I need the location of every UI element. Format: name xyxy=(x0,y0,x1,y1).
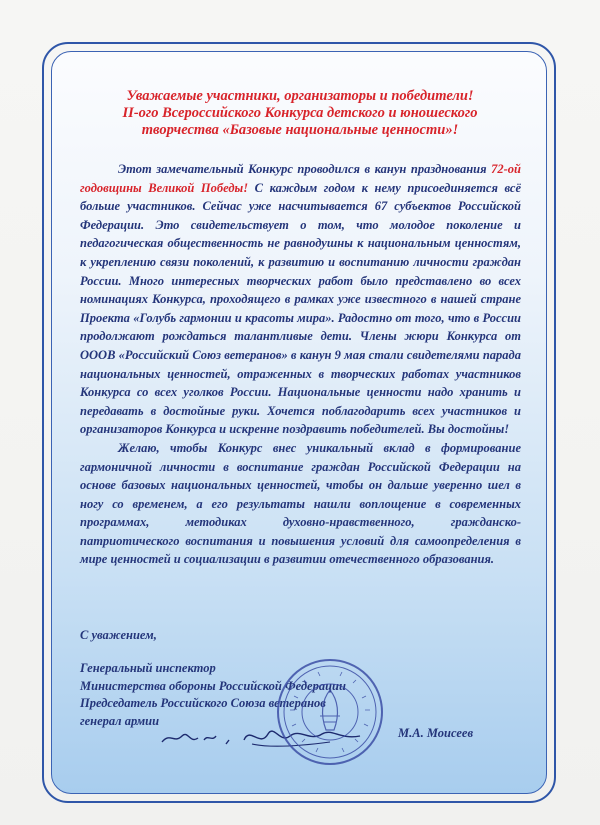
closing-salutation: С уважением, xyxy=(80,628,157,642)
paragraph-1-intro: Этот замечательный Конкурс проводился в канун празднования xyxy=(118,162,487,176)
letter-heading xyxy=(60,88,540,139)
signatory-title-1: Генеральный инспектор xyxy=(80,661,216,675)
body-paragraph-2: Желаю, чтобы Конкурс внес уникальный вклад в формирование гармоничной личности в воспитание граждан Российской Федерации на основе базовых национальных ценностей, чтобы он дальше уверенно шел в ногу со временем, а его результаты нашли воплощение в современных программах, методиках духовно-нравственного, гражданско-патриотического воспитания и повышения условий для самоопределения в мире ценностей и социализации в развитии отечественного образования. xyxy=(80,440,521,567)
body-paragraph-1 xyxy=(80,160,521,439)
heading-line-3: творчества «Базовые национальные ценности»! xyxy=(141,122,459,138)
heading-line-1: Уважаемые участники, организаторы и победители! xyxy=(126,88,474,104)
victory-anniversary-highlight: 72-ой годовщины Великой Победы! xyxy=(80,162,521,195)
signatory-title-3: Председатель Российского Союза ветеранов xyxy=(80,696,326,710)
letter-body xyxy=(80,160,521,569)
signatory-rank: генерал армии xyxy=(80,713,160,728)
heading-line-2: II-ого Всероссийского Конкурса детского и юношеского xyxy=(122,105,478,121)
paragraph-1-rest: С каждым годом к нему присоединяется всё больше участников. Сейчас уже насчитывается 67 субъектов Российской Федерации. Это свидетельствует о том, что молодое поколение и педагогическая общественность не равнодушны к национальным ценностям, к укреплению связи поколений, к развитию и воспитанию личности граждан России. Много интересных творческих работ было представлено во всех номинациях Конкурса, проходящего в рамках уже известного в нашей стране Проекта «Голубь гармонии и красоты мира». Радостно от того, что в России продолжают рождаться талантливые дети. Члены жюри Конкурса от ОООВ «Российский Союз ветеранов» в канун 9 мая стали свидетелями парада национальных ценностей, отраженных в творческих работах участников Конкурса со всех уголков России. Национальные ценности надо хранить и передавать в достойные руки. Хочется поблагодарить всех участников и организаторов Конкурса и искренне поздравить победителей. Вы достойны! xyxy=(80,180,522,437)
signatory-name: М.А. Моисеев xyxy=(398,726,474,740)
official-seal-icon xyxy=(274,656,386,768)
signatory-title-2: Министерства обороны Российской Федерации xyxy=(80,678,346,693)
